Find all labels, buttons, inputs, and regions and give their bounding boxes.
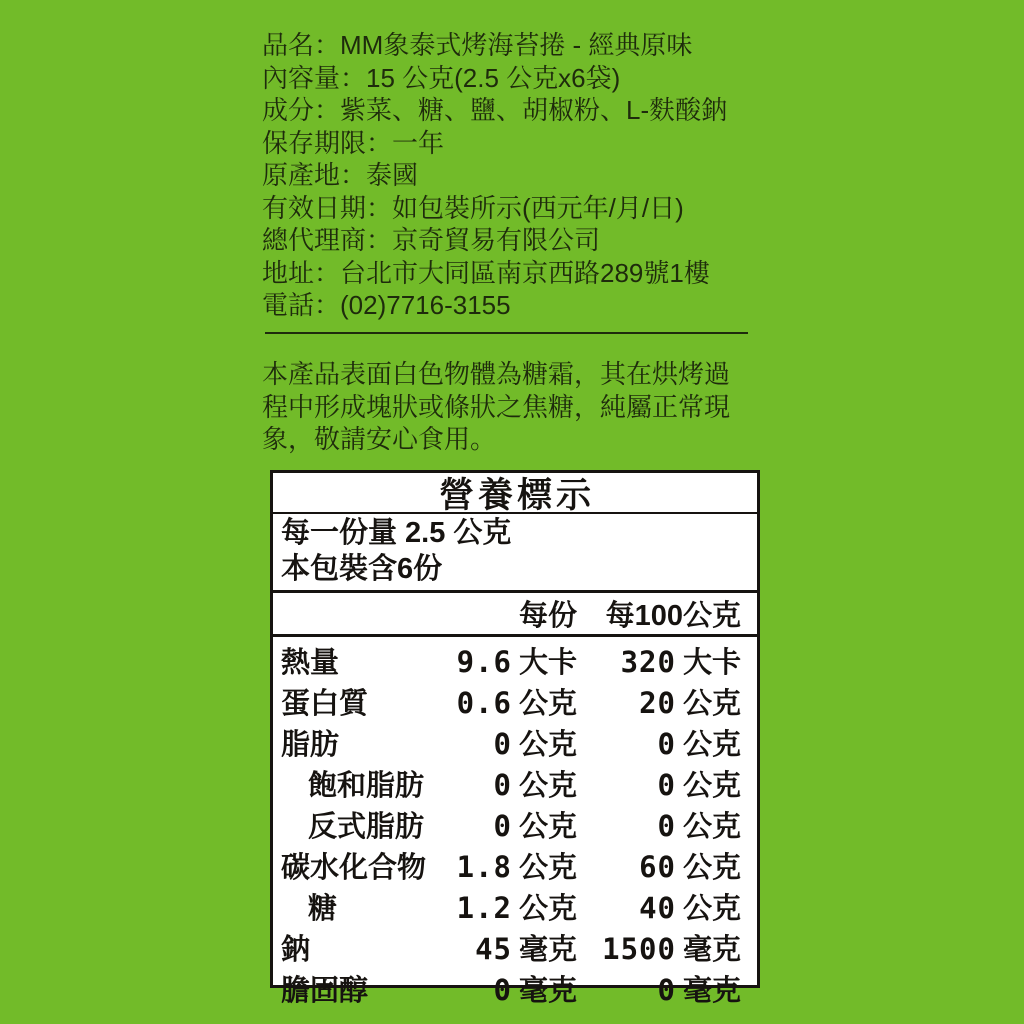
unit: 公克 (518, 893, 577, 925)
nutrition-row-trans-fat (281, 804, 741, 845)
value: 0 (657, 768, 676, 802)
value: 0 (657, 973, 676, 1007)
value: 1.8 (456, 850, 512, 884)
distributor-line: 總代理商：京奇貿易有限公司 (262, 225, 601, 255)
per-serving-cell (437, 968, 577, 1009)
value: 320 (620, 645, 676, 679)
column-header-per-100g: 每100公克 (605, 600, 741, 632)
ingredients-line: 成分：紫菜、糖、鹽、胡椒粉、L-麩酸鈉 (262, 95, 728, 125)
unit: 公克 (682, 852, 741, 884)
unit: 公克 (682, 729, 741, 761)
expiry-date-line: 有效日期：如包裝所示(西元年/月/日) (262, 192, 684, 223)
value: 45 (475, 932, 512, 966)
per-serving-cell (437, 640, 577, 681)
address-line: 地址：台北市大同區南京西路289號1樓 (262, 257, 710, 288)
per-100g-cell (577, 845, 741, 886)
per-100g-cell (577, 681, 741, 722)
phone-line: 電話：(02)7716-3155 (262, 290, 511, 320)
per-100g-cell (577, 968, 741, 1009)
row-label: 熱量 (281, 647, 340, 679)
nutrition-row-sodium (281, 927, 741, 968)
row-label: 蛋白質 (281, 688, 369, 720)
nutrition-row-carbohydrate (281, 845, 741, 886)
unit: 公克 (518, 852, 577, 884)
value: 0.6 (456, 686, 512, 720)
value: 0 (493, 973, 512, 1007)
per-100g-cell (577, 886, 741, 927)
per-serving-cell (437, 927, 577, 968)
unit: 公克 (682, 811, 741, 843)
nutrition-row-saturated-fat (281, 763, 741, 804)
unit: 公克 (682, 893, 741, 925)
notice-line-1: 本產品表面白色物體為糖霜，其在烘烤過 (262, 359, 731, 389)
value: 20 (639, 686, 676, 720)
column-header-per-serving: 每份 (518, 600, 577, 632)
column-header-row (273, 593, 757, 637)
value: 1.2 (456, 891, 512, 925)
per-serving-cell (437, 681, 577, 722)
unit: 公克 (518, 811, 577, 843)
nutrition-row-calories (281, 640, 741, 681)
unit: 公克 (518, 688, 577, 720)
value: 60 (639, 850, 676, 884)
value: 0 (657, 727, 676, 761)
unit: 公克 (682, 770, 741, 802)
per-serving-cell (437, 722, 577, 763)
row-label: 膽固醇 (281, 975, 369, 1007)
notice-paragraph (262, 358, 730, 456)
row-label: 碳水化合物 (281, 852, 427, 884)
servings-count-text: 本包裝含6份 (281, 552, 443, 585)
value: 0 (493, 809, 512, 843)
per-serving-cell (437, 804, 577, 845)
value: 0 (657, 809, 676, 843)
per-serving-cell (437, 845, 577, 886)
unit: 大卡 (518, 647, 577, 679)
net-content-line: 內容量：15 公克(2.5 公克x6袋) (262, 62, 621, 93)
per-100g-cell (577, 640, 741, 681)
value: 0 (493, 768, 512, 802)
value: 9.6 (456, 645, 512, 679)
value: 40 (639, 891, 676, 925)
nutrition-table (270, 470, 760, 1007)
origin-line: 原產地：泰國 (262, 160, 419, 190)
product-name-line: 品名：MM象泰式烤海苔捲 - 經典原味 (262, 30, 693, 60)
nutrition-title: 營養標示 (273, 473, 757, 514)
serving-size-text: 每一份量 2.5 公克 (281, 517, 512, 549)
value: 0 (493, 727, 512, 761)
unit: 毫克 (518, 934, 577, 966)
unit: 毫克 (518, 975, 577, 1007)
unit: 毫克 (682, 975, 741, 1007)
notice-line-3: 象，敬請安心食用。 (262, 424, 497, 454)
unit: 公克 (518, 729, 577, 761)
row-label: 糖 (308, 893, 338, 925)
per-100g-cell (577, 927, 741, 968)
value: 1500 (602, 932, 676, 966)
unit: 大卡 (682, 647, 741, 679)
nutrition-row-sugar (281, 886, 741, 927)
notice-line-2: 程中形成塊狀或條狀之焦糖，純屬正常現 (262, 391, 731, 422)
nutrition-row-protein (281, 681, 741, 722)
divider-rule (265, 332, 748, 334)
row-label: 飽和脂肪 (308, 770, 425, 802)
nutrition-row-fat (281, 722, 741, 763)
row-label: 鈉 (281, 934, 311, 966)
row-label: 反式脂肪 (308, 811, 425, 843)
nutrition-rows (273, 637, 757, 1012)
per-100g-cell (577, 763, 741, 804)
unit: 毫克 (682, 934, 741, 966)
per-100g-cell (577, 722, 741, 763)
per-serving-cell (437, 763, 577, 804)
per-serving-cell (437, 886, 577, 927)
unit: 公克 (682, 688, 741, 720)
row-label: 脂肪 (281, 729, 340, 761)
product-info-block (262, 29, 727, 322)
serving-info-section (273, 514, 757, 593)
shelf-life-line: 保存期限：一年 (262, 127, 445, 158)
unit: 公克 (518, 770, 577, 802)
per-100g-cell (577, 804, 741, 845)
nutrition-row-cholesterol (281, 968, 741, 1009)
